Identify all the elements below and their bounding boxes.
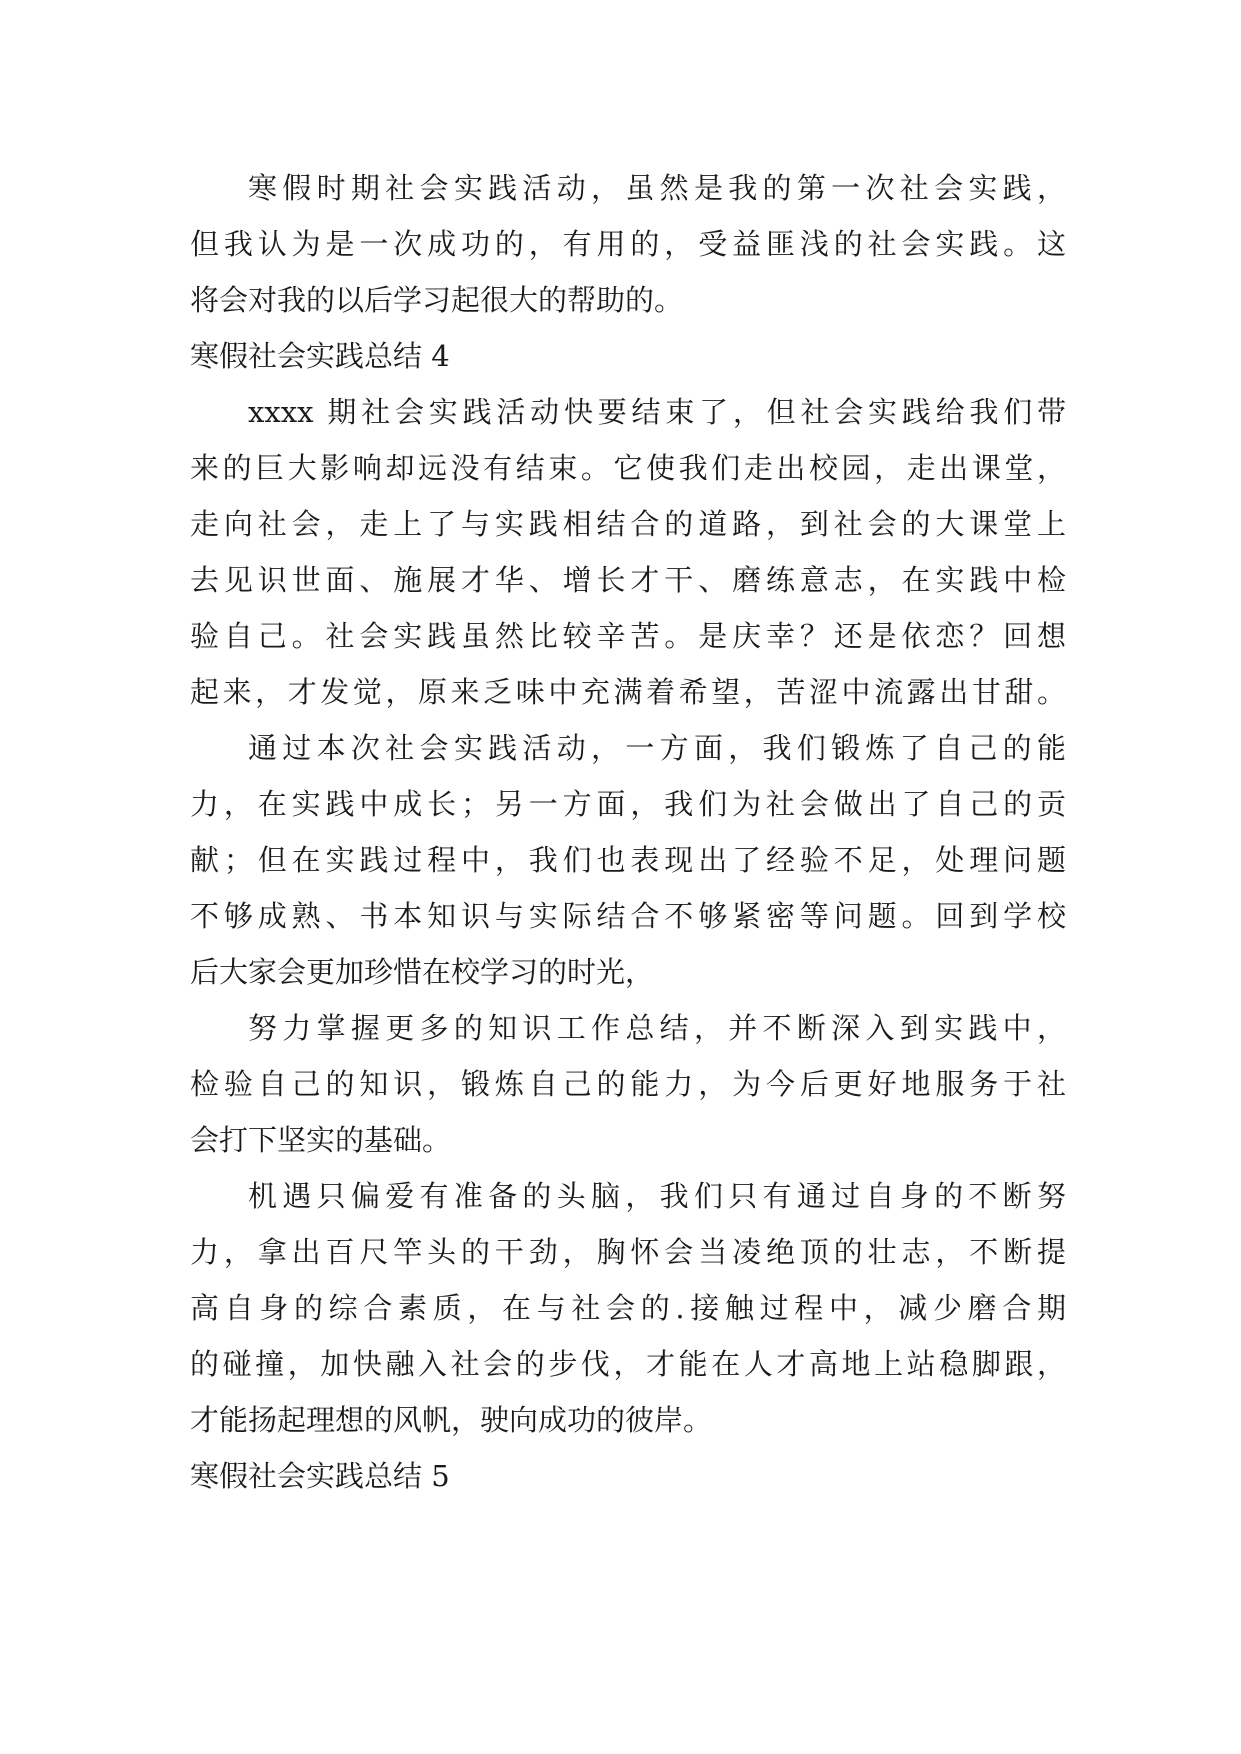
text-line: 起来，才发觉，原来乏味中充满着希望，苦涩中流露出甘甜。 (190, 675, 1066, 709)
document-page (190, 160, 1066, 1504)
text-line: 才能扬起理想的风帆，驶向成功的彼岸。 (190, 1403, 713, 1437)
text-line: 去见识世面、施展才华、增长才干、磨练意志，在实践中检 (190, 563, 1066, 597)
text-line: 的碰撞，加快融入社会的步伐，才能在人才高地上站稳脚跟， (190, 1347, 1066, 1381)
text-line: 机遇只偏爱有准备的头脑，我们只有通过自身的不断努 (248, 1179, 1066, 1213)
paragraph-4-4 (190, 1168, 1066, 1448)
text-line: 高自身的综合素质，在与社会的.接触过程中，减少磨合期 (190, 1291, 1066, 1325)
text-line: 后大家会更加珍惜在校学习的时光， (190, 955, 655, 989)
paragraph-intro (190, 160, 1066, 328)
text-line: 努力掌握更多的知识工作总结，并不断深入到实践中， (248, 1011, 1066, 1045)
text-line: 检验自己的知识，锻炼自己的能力，为今后更好地服务于社 (190, 1067, 1066, 1101)
paragraph-4-2 (190, 720, 1066, 1000)
text-line: 走向社会，走上了与实践相结合的道路，到社会的大课堂上 (190, 507, 1066, 541)
text-line: xxxx 期社会实践活动快要结束了，但社会实践给我们带 (248, 395, 1066, 429)
text-line: 通过本次社会实践活动，一方面，我们锻炼了自己的能 (248, 731, 1066, 765)
text-line: 力，在实践中成长；另一方面，我们为社会做出了自己的贡 (190, 787, 1066, 821)
text-line: 但我认为是一次成功的，有用的，受益匪浅的社会实践。这 (190, 227, 1066, 261)
text-line: 来的巨大影响却远没有结束。它使我们走出校园，走出课堂， (190, 451, 1066, 485)
section-heading-4: 寒假社会实践总结 4 (190, 339, 450, 373)
text-line: 将会对我的以后学习起很大的帮助的。 (190, 283, 684, 317)
paragraph-4-1 (190, 384, 1066, 720)
text-line: 验自己。社会实践虽然比较辛苦。是庆幸？还是依恋？回想 (190, 619, 1066, 653)
text-line: 会打下坚实的基础。 (190, 1123, 452, 1157)
text-line: 献；但在实践过程中，我们也表现出了经验不足，处理问题 (190, 843, 1066, 877)
text-line: 不够成熟、书本知识与实际结合不够紧密等问题。回到学校 (190, 899, 1066, 933)
section-heading-5: 寒假社会实践总结 5 (190, 1459, 450, 1493)
text-line: 寒假时期社会实践活动，虽然是我的第一次社会实践， (248, 171, 1066, 205)
text-line: 力，拿出百尺竿头的干劲，胸怀会当凌绝顶的壮志，不断提 (190, 1235, 1066, 1269)
paragraph-4-3 (190, 1000, 1066, 1168)
